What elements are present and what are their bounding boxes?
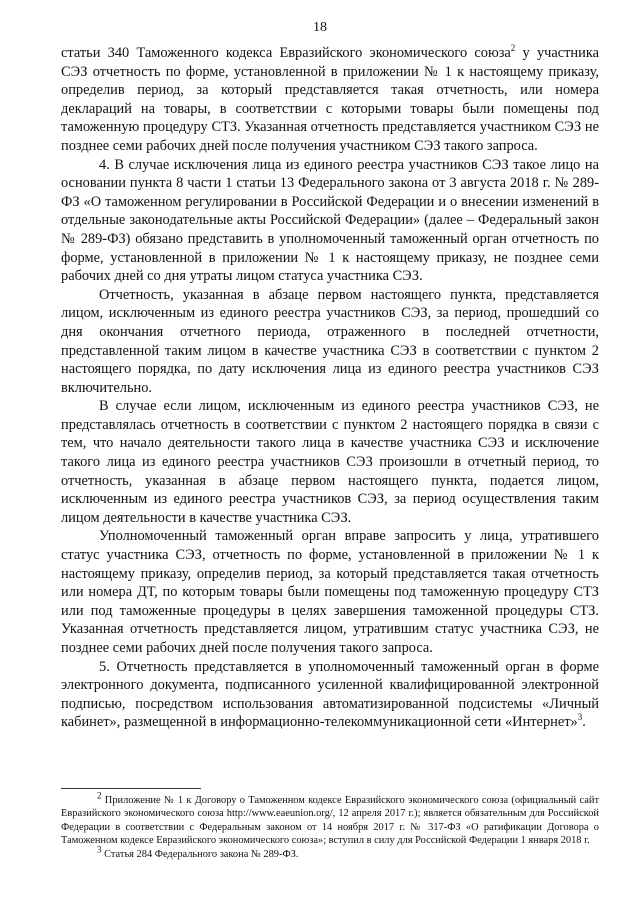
paragraph-authority-request: Уполномоченный таможенный орган вправе запросить у лица, утратившего статус участника СЭЗ, отчетность по форме, установленной в приложении № 1 к настоящему приказу, определив период, за который представляется такая отчетность или номера ДТ, по которым товары были помещены под таможенную процедуру СТЗ или под таможенные процедуры в целях завершения таможенной процедуры СТЗ. Указанная отчетность представляется лицом, утратившим статус участника СЭЗ, не позднее семи рабочих дней после получения такого запроса. — [61, 528, 599, 656]
footnote-reference-2[interactable]: 2 — [510, 43, 516, 54]
paragraph-text: 5. Отчетность представляется в уполномоченный таможенный орган в форме электронного документа, подписанного усиленной квалифицированной электронной подписью, посредством использования автоматизированной подсистемы «Личный кабинет», размещенной в информационно-телекоммуникационной сети «Интернет» — [61, 658, 599, 731]
footnote-text: Приложение № 1 к Договору о Таможенном кодексе Евразийского экономического союза (официальный сайт Евразийского экономического союза http://www.eaeunion.org/, 12 апреля 2017 г.); является обязательным для Российской Федерации в соответствии с Федеральным законом от 14 ноября 2017 г. № 317-ФЗ «О ратификации Договора о Таможенном кодексе Евразийского экономического союза»; вступил в силу для Российской Федерации 1 января 2018 г. — [61, 795, 599, 847]
paragraph-text: статьи 340 Таможенного кодекса Евразийского экономического союза — [61, 45, 511, 61]
paragraph-continuation — [61, 44, 599, 156]
paragraph-text-cont: у участника СЭЗ отчетность по форме, установленной в приложении № 1 к настоящему приказу, определив период, за который представляется такая отчетность, или номера деклараций на товары, в соответствии с которыми товары были помещены под таможенную процедуру СТЗ. Указанная отчетность представляется участником СЭЗ не позднее семи рабочих дней после получения участником СЭЗ такого запроса. — [61, 45, 599, 154]
paragraph-item-5 — [61, 658, 599, 732]
document-body — [61, 44, 599, 732]
paragraph-no-reporting-case: В случае если лицом, исключенным из единого реестра участников СЭЗ, не представлялась отчетность в соответствии с пунктом 2 настоящего порядка в связи с тем, что начало деятельности такого лица в качестве участника СЭЗ и исключение такого лица из единого реестра участников СЭЗ произошли в отчетный период, то отчетность, указанная в абзаце первом настоящего пункта, подается лицом, исключенным из единого реестра участников СЭЗ, за период осуществления таким лицом деятельности в качестве участника СЭЗ. — [61, 398, 599, 526]
paragraph-item-4: 4. В случае исключения лица из единого реестра участников СЭЗ такое лицо на основании пункта 8 части 1 статьи 13 Федерального закона от 3 августа 2018 г. № 289-ФЗ «О таможенном регулировании в Российской Федерации и о внесении изменений в отдельные законодательные акты Российской Федерации» (далее – Федеральный закон № 289-ФЗ) обязано представить в уполномоченный таможенный орган отчетность по форме, установленной в приложении № 1 к настоящему приказу, не позднее семи рабочих дней со дня утраты лицом статуса участника СЭЗ. — [61, 156, 599, 285]
footnote-separator — [61, 788, 201, 789]
footnote-2 — [61, 790, 599, 848]
page-number: 18 — [313, 20, 327, 35]
paragraph-reporting-period: Отчетность, указанная в абзаце первом настоящего пункта, представляется лицом, исключенным из единого реестра участников СЭЗ, за период, прошедший со дня окончания отчетного периода, отраженного в последней отчетности, представленной таким лицом в качестве участника СЭЗ в соответствии с пунктом 2 настоящего порядка, по дату исключения лица из единого реестра участников СЭЗ включительно. — [61, 286, 599, 396]
paragraph-end: . — [582, 714, 586, 731]
footnote-mark: 3 — [97, 844, 102, 855]
footnote-3 — [61, 844, 599, 861]
footnotes — [61, 790, 599, 861]
footnote-text: Статья 284 Федерального закона № 289-ФЗ. — [101, 848, 299, 860]
footnote-reference-3[interactable]: 3 — [577, 712, 583, 723]
footnote-mark: 2 — [97, 790, 102, 801]
